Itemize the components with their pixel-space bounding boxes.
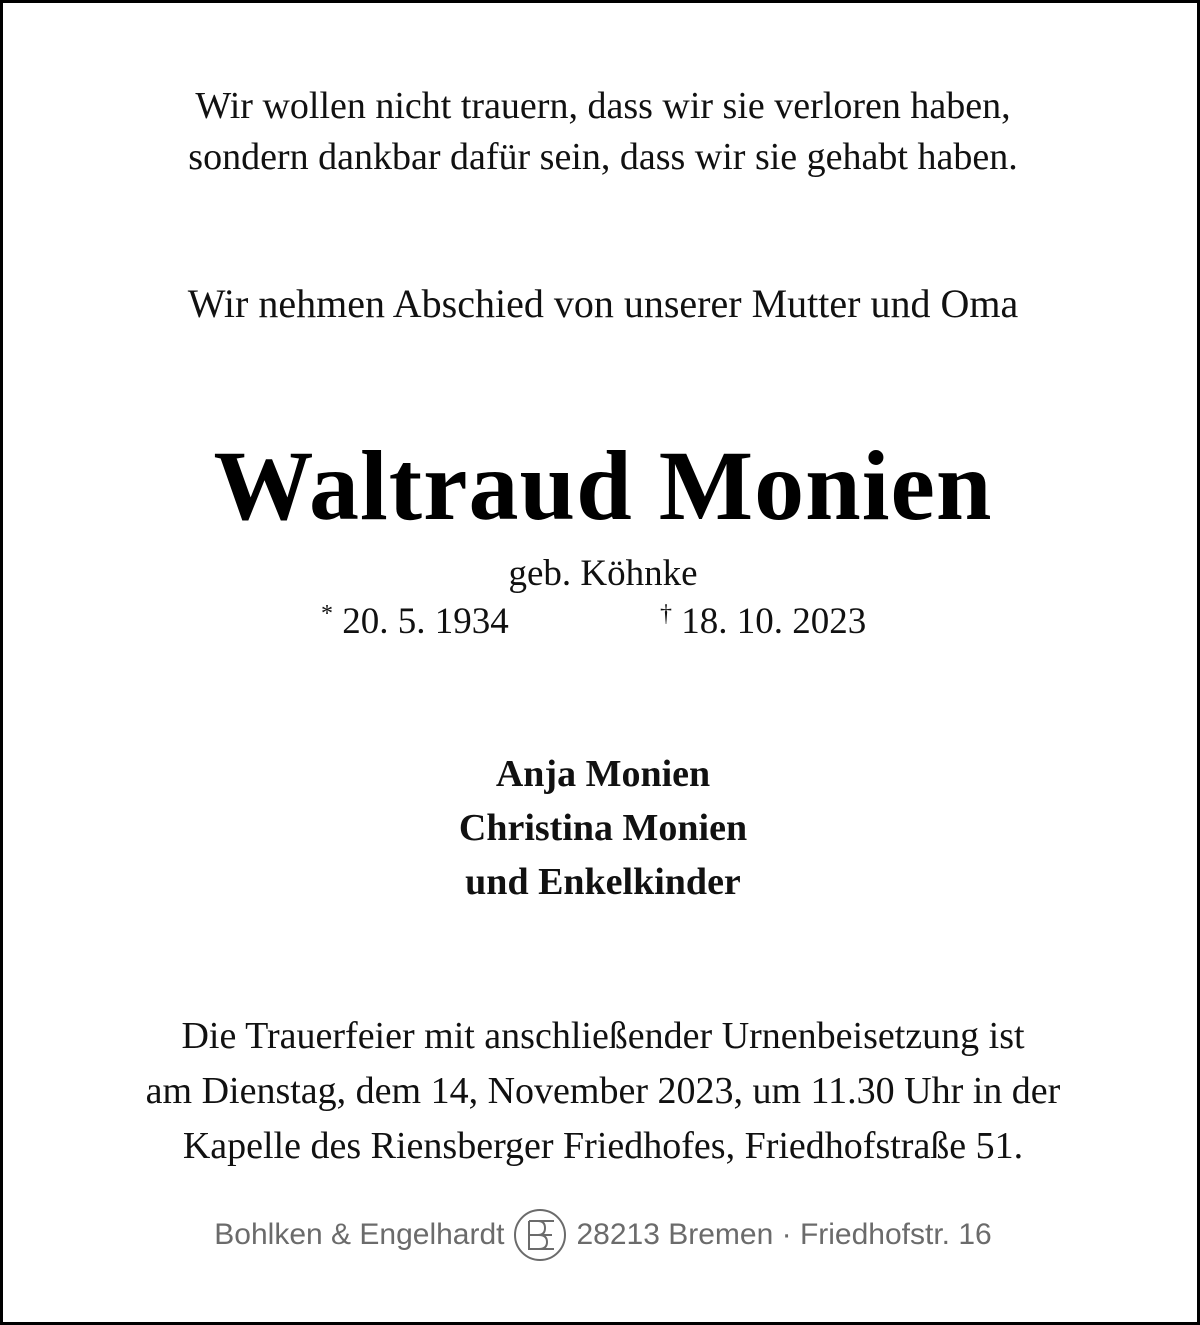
farewell-intro: Wir nehmen Abschied von unserer Mutter und Oma bbox=[187, 281, 1019, 326]
death-cross-icon: † bbox=[660, 601, 672, 627]
funeral-home-name: Bohlken & Engelhardt bbox=[214, 1218, 505, 1251]
mourner-name: Christina Monien bbox=[458, 807, 748, 849]
birth-star-icon: * bbox=[321, 601, 333, 627]
death-date-value: 18. 10. 2023 bbox=[681, 601, 867, 642]
service-line: Kapelle des Riensberger Friedhofes, Friedhofstraße 51. bbox=[182, 1125, 1024, 1167]
quote-line-1: Wir wollen nicht trauern, dass wir sie verloren haben, bbox=[195, 85, 1011, 127]
service-line: Die Trauerfeier mit anschließender Urnenbeisetzung ist bbox=[181, 1015, 1025, 1057]
mourners-list bbox=[3, 747, 1200, 909]
funeral-home-address: 28213 Bremen · Friedhofstr. 16 bbox=[576, 1218, 992, 1251]
birth-date-value: 20. 5. 1934 bbox=[342, 601, 509, 642]
birth-name: geb. Köhnke bbox=[508, 553, 698, 594]
mourner-name: Anja Monien bbox=[495, 753, 711, 795]
birth-date bbox=[321, 599, 509, 645]
funeral-home-footer bbox=[3, 1210, 1200, 1260]
mourner-name: und Enkelkinder bbox=[465, 861, 741, 903]
memorial-quote bbox=[3, 81, 1200, 183]
quote-line-2: sondern dankbar dafür sein, dass wir sie gehabt haben. bbox=[188, 136, 1018, 178]
funeral-service-info bbox=[3, 1009, 1200, 1174]
be-monogram-logo-icon bbox=[512, 1207, 568, 1263]
death-date bbox=[660, 599, 866, 645]
service-line: am Dienstag, dem 14, November 2023, um 11.30 Uhr in der bbox=[145, 1070, 1061, 1112]
deceased-name: Waltraud Monien bbox=[213, 430, 993, 541]
